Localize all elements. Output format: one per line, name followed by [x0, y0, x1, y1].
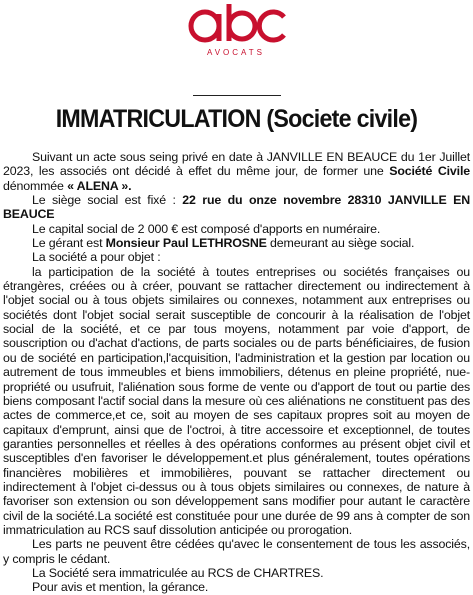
paragraph-rcs: La Société sera immatriculée au RCS de CHARTRES. — [32, 565, 324, 580]
paragraph-constitution — [3, 150, 470, 193]
company-type: Société Civile — [389, 164, 470, 179]
gerant-label: Le gérant est — [32, 236, 106, 251]
abc-logo-icon — [183, 2, 289, 50]
notice-title: IMMATRICULATION (Societe civile) — [55, 105, 418, 133]
gerant-name: Monsieur Paul LETHROSNE — [105, 236, 267, 251]
paragraph-capital: Le capital social de 2 000 € est composé d'apports en numéraire. — [32, 221, 381, 236]
company-name: « ALENA ». — [67, 178, 132, 193]
paragraph-siege — [3, 193, 470, 222]
siege-label: Le siège social est fixé : — [32, 193, 183, 208]
paragraph-objet-label: La société a pour objet : — [32, 250, 161, 265]
constitution-text: Suivant un acte sous seing privé en date à JANVILLE EN BEAUCE du 1er Juillet 2023, les associés ont décidé à effet du même jour, de former une — [3, 150, 470, 179]
abc-avocats-logo — [183, 2, 289, 62]
paragraph-closing: Pour avis et mention, la gérance. — [32, 580, 209, 595]
denomination-label: dénommée — [3, 178, 68, 193]
siege-address: 22 rue du onze novembre 28310 JANVILLE EN BEAUCE — [3, 193, 470, 222]
gerant-residence: demeurant au siège social. — [266, 236, 415, 251]
logo-subtitle: AVOCATS — [206, 48, 266, 57]
title-divider — [193, 95, 281, 96]
notice-body — [3, 150, 470, 595]
paragraph-objet: la participation de la société à toutes entreprises ou sociétés françaises ou étrangères, créées ou à créer, pouvant se rattacher directement ou indirectement à l'objet social ou à tous objets similaires ou connexes, notamment aux entreprises ou sociétés dont l'objet social serait susceptible de concourir à la réalisation de l'objet social de la société, et ce par tous moyens, notamment par voie d'apport, de souscription ou d'achat d'actions, de parts sociales ou de parts bénéficiaires, de fusion ou de société en participation,l'acquisition, l'administration et la gestion par location ou autrement de tous immeubles et biens immobiliers, détenus en pleine propriété, nue-propriété ou usufruit, l'aliénation sous forme de vente ou d'apport de tout ou partie des biens composant l'actif social dans la mesure où ces aliénations ne constituent pas des actes de commerce,et ce, soit au moyen de ses capitaux propres soit au moyen de capitaux d'emprunt, ainsi que de l'octroi, à titre accessoire et exceptionnel, de toutes garanties personnelles et réelles à des opérations conformes au présent objet civil et susceptibles d'en favoriser le développement.et plus généralement, toutes opérations financières mobilières et immobilières, pouvant se rattacher directement ou indirectement à l'objet ci-dessus ou à tous objets similaires ou connexes, de nature à favoriser son extension ou son développement sans modifier pour autant le caractère civil de la société.La société est constituée pour une durée de 99 ans à compter de son immatriculation au RCS sauf dissolution anticipée ou prorogation. — [3, 264, 470, 537]
paragraph-gerant — [3, 236, 470, 250]
paragraph-cession: Les parts ne peuvent être cédées qu'avec le consentement de tous les associés, y compris le cédant. — [3, 537, 470, 566]
